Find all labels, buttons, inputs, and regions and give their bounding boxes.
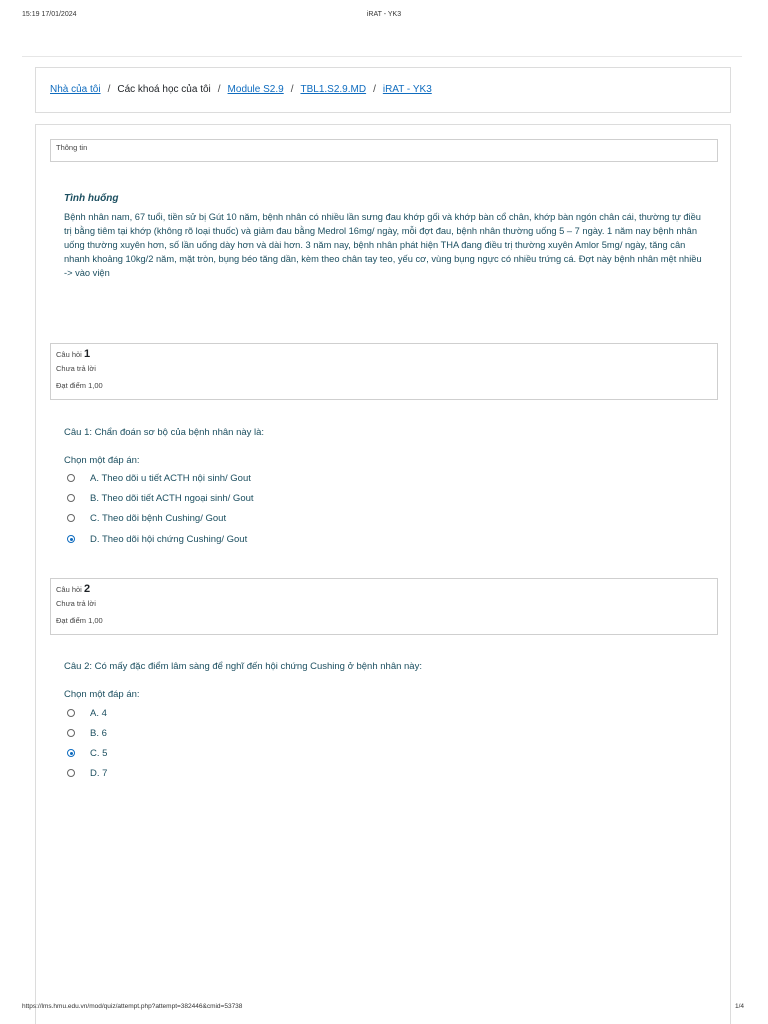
info-label: Thông tin xyxy=(56,143,88,152)
radio-button[interactable] xyxy=(67,494,75,502)
answer-prompt: Chọn một đáp án: xyxy=(64,455,140,466)
question-label: Câu hỏi xyxy=(56,350,82,359)
breadcrumb-tbl-link[interactable]: TBL1.S2.9.MD xyxy=(300,84,367,95)
question-number: 2 xyxy=(83,583,91,595)
header-divider xyxy=(22,56,742,57)
page-number: 1/4 xyxy=(734,1003,744,1010)
answer-option-selected[interactable] xyxy=(67,532,247,546)
breadcrumb-quiz-link[interactable]: iRAT - YK3 xyxy=(382,84,432,95)
answer-label[interactable]: C. 5 xyxy=(90,747,108,759)
answer-label[interactable]: A. 4 xyxy=(90,707,107,719)
print-title: iRAT - YK3 xyxy=(366,11,402,18)
radio-button-checked[interactable] xyxy=(67,535,75,543)
question-info-box xyxy=(50,578,718,635)
radio-button[interactable] xyxy=(67,514,75,522)
question-status: Chưa trả lời xyxy=(56,599,96,608)
breadcrumb-separator: / xyxy=(107,84,111,95)
radio-button-checked[interactable] xyxy=(67,749,75,757)
answer-label[interactable]: D. Theo dõi hội chứng Cushing/ Gout xyxy=(90,533,248,545)
question-status: Chưa trả lời xyxy=(56,364,96,373)
print-datetime: 15:19 17/01/2024 xyxy=(22,11,77,18)
answer-label[interactable]: C. Theo dõi bệnh Cushing/ Gout xyxy=(90,512,227,524)
breadcrumb-my-courses: Các khoá học của tôi xyxy=(117,84,211,95)
question-points: Đạt điểm 1,00 xyxy=(56,616,103,625)
answer-prompt: Chọn một đáp án: xyxy=(64,689,140,700)
breadcrumb-separator: / xyxy=(217,84,221,95)
question-info-box xyxy=(50,343,718,400)
breadcrumb xyxy=(35,67,731,113)
radio-button[interactable] xyxy=(67,769,75,777)
answer-option[interactable] xyxy=(67,471,251,485)
print-url: https://lms.hmu.edu.vn/mod/quiz/attempt.php?attempt=382446&cmid=53738 xyxy=(22,1003,243,1010)
question-number: 1 xyxy=(83,348,91,360)
answer-label[interactable]: B. Theo dõi tiết ACTH ngoại sinh/ Gout xyxy=(90,492,254,504)
answer-label[interactable]: D. 7 xyxy=(90,767,108,779)
radio-button[interactable] xyxy=(67,709,75,717)
scenario-title: Tình huống xyxy=(64,193,119,204)
radio-button[interactable] xyxy=(67,729,75,737)
question-points: Đạt điểm 1,00 xyxy=(56,381,103,390)
question-text: Câu 2: Có mấy đặc điểm lâm sàng để nghĩ đến hội chứng Cushing ở bệnh nhân này: xyxy=(64,661,422,672)
print-header xyxy=(0,11,768,23)
question-text: Câu 1: Chẩn đoán sơ bộ của bệnh nhân này là: xyxy=(64,427,265,438)
answer-option[interactable] xyxy=(67,491,254,505)
breadcrumb-separator: / xyxy=(290,84,294,95)
answer-option[interactable] xyxy=(67,726,107,740)
answer-option[interactable] xyxy=(67,706,107,720)
breadcrumb-home-link[interactable]: Nhà của tôi xyxy=(50,84,101,95)
print-footer xyxy=(0,1003,768,1013)
answer-option[interactable] xyxy=(67,766,107,780)
answer-label[interactable]: B. 6 xyxy=(90,727,107,739)
answer-label[interactable]: A. Theo dõi u tiết ACTH nội sinh/ Gout xyxy=(90,472,251,484)
question-label: Câu hỏi xyxy=(56,585,82,594)
scenario-text: Bệnh nhân nam, 67 tuổi, tiền sử bị Gút 10 năm, bệnh nhân có nhiều lần sưng đau khớp gối và khớp bàn cổ chân, khớp bàn ngón chân cái, thường tự điều trị bằng tiêm tại khớp (không rõ loại thuốc) và giảm đau bằng Medrol 16mg/ ngày, mỗi đợt đau, bệnh nhân thường uống 5 – 7 ngày. 1 năm nay bệnh nhân uống thường xuyên hơn, số lần uống dày hơn và dài hơn. 3 năm nay, bệnh nhân phát hiện THA đang điều trị thường xuyên Amlor 5mg/ ngày, tăng cân nhanh khoảng 10kg/2 năm, mặt tròn, bụng béo tăng dần, kèm theo chân tay teo, yếu cơ, vùng bụng ngực có nhiều trứng cá. Đợt này bệnh nhân mệt nhiều -> vào viện xyxy=(64,212,702,278)
answer-option[interactable] xyxy=(67,511,226,525)
info-box xyxy=(50,139,718,162)
breadcrumb-module-link[interactable]: Module S2.9 xyxy=(227,84,284,95)
radio-button[interactable] xyxy=(67,474,75,482)
breadcrumb-separator: / xyxy=(373,84,376,95)
answer-option-selected[interactable] xyxy=(67,746,107,760)
